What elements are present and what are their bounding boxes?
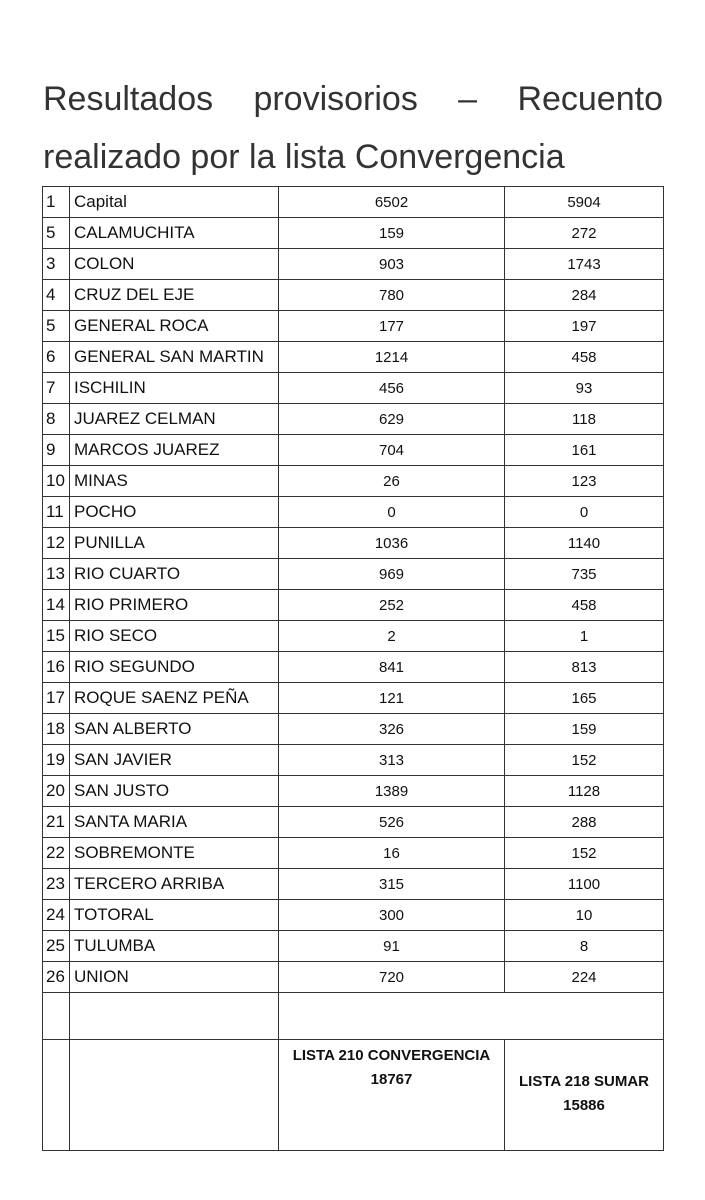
list-218-votes: 288	[505, 807, 664, 838]
department-name: MARCOS JUAREZ	[70, 435, 279, 466]
list-218-votes: 813	[505, 652, 664, 683]
list-218-votes: 1128	[505, 776, 664, 807]
blank-cell	[70, 1040, 279, 1151]
table-row	[43, 714, 664, 745]
row-number: 14	[43, 590, 70, 621]
list-218-votes: 152	[505, 838, 664, 869]
table-row	[43, 931, 664, 962]
row-number: 20	[43, 776, 70, 807]
department-name: TOTORAL	[70, 900, 279, 931]
department-name: UNION	[70, 962, 279, 993]
row-number: 26	[43, 962, 70, 993]
list-218-votes: 123	[505, 466, 664, 497]
blank-cell	[70, 993, 279, 1040]
table-row	[43, 280, 664, 311]
table-row	[43, 342, 664, 373]
table-row	[43, 373, 664, 404]
table-row	[43, 869, 664, 900]
results-table	[42, 186, 664, 1151]
row-number: 3	[43, 249, 70, 280]
row-number: 19	[43, 745, 70, 776]
list-210-votes: 91	[279, 931, 505, 962]
department-name: PUNILLA	[70, 528, 279, 559]
list-218-votes: 161	[505, 435, 664, 466]
list-210-votes: 121	[279, 683, 505, 714]
table-row	[43, 962, 664, 993]
totals-row	[43, 1040, 664, 1151]
list-210-votes: 6502	[279, 187, 505, 218]
department-name: ISCHILIN	[70, 373, 279, 404]
department-name: ROQUE SAENZ PEÑA	[70, 683, 279, 714]
table-row	[43, 745, 664, 776]
row-number: 25	[43, 931, 70, 962]
list-218-votes: 0	[505, 497, 664, 528]
row-number: 9	[43, 435, 70, 466]
list-218-votes: 10	[505, 900, 664, 931]
list-218-votes: 159	[505, 714, 664, 745]
list-210-votes: 300	[279, 900, 505, 931]
department-name: RIO PRIMERO	[70, 590, 279, 621]
table-row	[43, 838, 664, 869]
row-number: 7	[43, 373, 70, 404]
table-row	[43, 807, 664, 838]
list-210-votes: 159	[279, 218, 505, 249]
department-name: RIO SEGUNDO	[70, 652, 279, 683]
table-row	[43, 218, 664, 249]
list-218-votes: 165	[505, 683, 664, 714]
row-number: 5	[43, 311, 70, 342]
department-name: SAN JUSTO	[70, 776, 279, 807]
list-218-total-cell	[505, 1040, 664, 1151]
list-210-votes: 326	[279, 714, 505, 745]
row-number: 17	[43, 683, 70, 714]
list-218-votes: 1140	[505, 528, 664, 559]
list-218-votes: 8	[505, 931, 664, 962]
list-210-votes: 177	[279, 311, 505, 342]
list-218-votes: 197	[505, 311, 664, 342]
list-218-votes: 735	[505, 559, 664, 590]
list-210-votes: 903	[279, 249, 505, 280]
list-218-votes: 1	[505, 621, 664, 652]
list-210-votes: 629	[279, 404, 505, 435]
list-210-votes: 315	[279, 869, 505, 900]
list-210-votes: 26	[279, 466, 505, 497]
department-name: POCHO	[70, 497, 279, 528]
row-number: 12	[43, 528, 70, 559]
list-210-votes: 2	[279, 621, 505, 652]
department-name: GENERAL ROCA	[70, 311, 279, 342]
table-row	[43, 683, 664, 714]
row-number: 24	[43, 900, 70, 931]
row-number: 21	[43, 807, 70, 838]
list-210-votes: 841	[279, 652, 505, 683]
table-row	[43, 652, 664, 683]
list-210-votes: 720	[279, 962, 505, 993]
table-row	[43, 466, 664, 497]
row-number: 16	[43, 652, 70, 683]
list-218-total: 15886	[563, 1097, 605, 1114]
list-210-total: 18767	[370, 1071, 413, 1088]
table-row	[43, 900, 664, 931]
results-table-body	[43, 187, 664, 1151]
list-218-votes: 1100	[505, 869, 664, 900]
list-210-votes: 780	[279, 280, 505, 311]
list-218-votes: 272	[505, 218, 664, 249]
department-name: Capital	[70, 187, 279, 218]
blank-cell	[43, 1040, 70, 1151]
department-name: SAN JAVIER	[70, 745, 279, 776]
table-row	[43, 776, 664, 807]
department-name: SANTA MARIA	[70, 807, 279, 838]
list-210-votes: 1036	[279, 528, 505, 559]
row-number: 23	[43, 869, 70, 900]
row-number: 1	[43, 187, 70, 218]
table-row	[43, 559, 664, 590]
department-name: MINAS	[70, 466, 279, 497]
row-number: 5	[43, 218, 70, 249]
department-name: SAN ALBERTO	[70, 714, 279, 745]
page-title: Resultados provisorios – Recuento realizado por la lista Convergencia	[43, 80, 663, 176]
blank-cell	[279, 993, 664, 1040]
list-218-votes: 458	[505, 590, 664, 621]
list-210-votes: 704	[279, 435, 505, 466]
list-210-votes: 1214	[279, 342, 505, 373]
table-row	[43, 528, 664, 559]
table-row	[43, 435, 664, 466]
list-218-votes: 118	[505, 404, 664, 435]
department-name: JUAREZ CELMAN	[70, 404, 279, 435]
row-number: 22	[43, 838, 70, 869]
row-number: 13	[43, 559, 70, 590]
list-210-votes: 313	[279, 745, 505, 776]
table-row	[43, 187, 664, 218]
list-218-votes: 1743	[505, 249, 664, 280]
table-row	[43, 621, 664, 652]
row-number: 18	[43, 714, 70, 745]
department-name: COLON	[70, 249, 279, 280]
blank-row	[43, 993, 664, 1040]
list-218-votes: 5904	[505, 187, 664, 218]
row-number: 4	[43, 280, 70, 311]
table-row	[43, 249, 664, 280]
list-210-label: LISTA 210 CONVERGENCIA	[292, 1047, 491, 1064]
list-218-votes: 224	[505, 962, 664, 993]
row-number: 8	[43, 404, 70, 435]
row-number: 15	[43, 621, 70, 652]
department-name: CALAMUCHITA	[70, 218, 279, 249]
list-210-votes: 16	[279, 838, 505, 869]
department-name: CRUZ DEL EJE	[70, 280, 279, 311]
department-name: RIO SECO	[70, 621, 279, 652]
list-218-votes: 458	[505, 342, 664, 373]
list-218-votes: 152	[505, 745, 664, 776]
list-218-label: LISTA 218 SUMAR	[518, 1073, 650, 1090]
table-row	[43, 497, 664, 528]
department-name: SOBREMONTE	[70, 838, 279, 869]
list-210-total-cell	[279, 1040, 505, 1151]
table-row	[43, 311, 664, 342]
list-210-votes: 1389	[279, 776, 505, 807]
list-210-votes: 0	[279, 497, 505, 528]
list-210-votes: 526	[279, 807, 505, 838]
row-number: 10	[43, 466, 70, 497]
table-row	[43, 404, 664, 435]
department-name: TERCERO ARRIBA	[70, 869, 279, 900]
list-210-votes: 456	[279, 373, 505, 404]
department-name: GENERAL SAN MARTIN	[70, 342, 279, 373]
blank-cell	[43, 993, 70, 1040]
list-210-votes: 252	[279, 590, 505, 621]
row-number: 11	[43, 497, 70, 528]
table-row	[43, 590, 664, 621]
list-210-votes: 969	[279, 559, 505, 590]
department-name: TULUMBA	[70, 931, 279, 962]
list-218-votes: 93	[505, 373, 664, 404]
department-name: RIO CUARTO	[70, 559, 279, 590]
row-number: 6	[43, 342, 70, 373]
list-218-votes: 284	[505, 280, 664, 311]
